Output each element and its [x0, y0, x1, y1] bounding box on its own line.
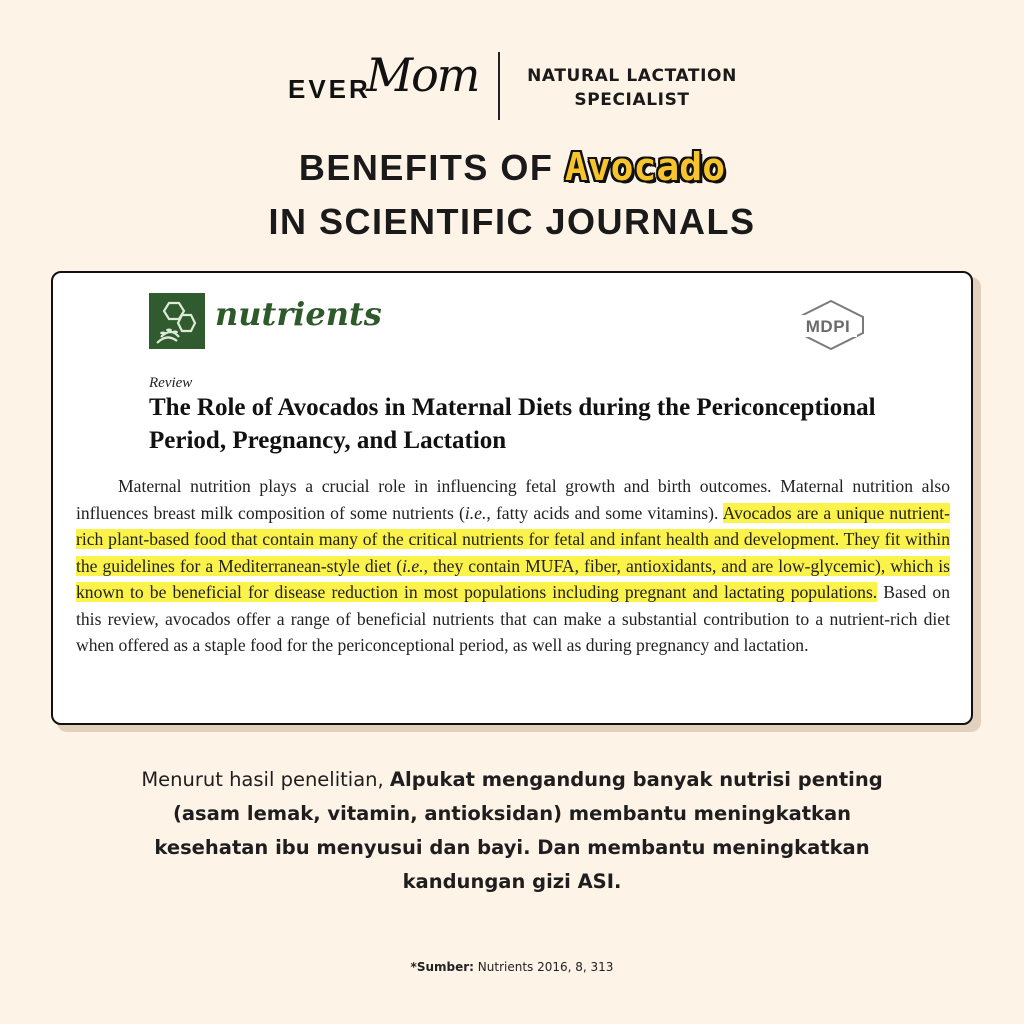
- source-note: [0, 960, 1024, 974]
- page-headline: [0, 140, 1024, 249]
- source-text: Nutrients 2016, 8, 313: [473, 960, 614, 974]
- article-abstract: [76, 473, 950, 659]
- caption-text: [120, 763, 904, 899]
- abstract-ie-2: i.e.: [402, 555, 424, 576]
- brand-header: [0, 44, 1024, 124]
- publisher-logo: [795, 299, 867, 351]
- journal-card: [51, 271, 973, 725]
- brand-logo-text-ever: EVER: [288, 74, 371, 104]
- article-type: Review: [149, 375, 193, 391]
- caption-bold: Alpukat mengandung banyak nutrisi penting (asam lemak, vitamin, antioksidan) membantu meningkatkan kesehatan ibu menyusui dan bayi. Dan membantu meningkatkan kandungan gizi ASI.: [154, 768, 883, 893]
- journal-logo-icon: [149, 293, 205, 349]
- headline-prefix: BENEFITS OF: [298, 147, 565, 188]
- brand-tagline: NATURAL LACTATION SPECIALIST: [527, 66, 737, 110]
- abstract-intro: Maternal nutrition plays a crucial role in influencing fetal growth and birth outcomes. Maternal nutrition also influences breast milk composition of some nutrients (: [76, 476, 950, 523]
- brand-logo-text-mom: Mom: [366, 48, 479, 102]
- headline-line-1: [0, 140, 1024, 195]
- publisher-name: MDPI: [805, 317, 851, 336]
- abstract-highlight-b: , they contain MUFA, fiber, antioxidants, and are low-glycemic), which is known to be beneficial for disease reduction in most populations including pregnant and lactating populations.: [76, 555, 950, 602]
- brand-divider: [498, 52, 500, 120]
- article-title: The Role of Avocados in Maternal Diets during the Periconceptional Period, Pregnancy, and Lactation: [149, 394, 876, 454]
- caption-lead: Menurut hasil penelitian,: [141, 768, 390, 791]
- abstract-ie-1: i.e.: [464, 502, 487, 523]
- journal-name: nutrients: [215, 295, 382, 333]
- abstract-intro-end: , fatty acids and some vitamins).: [486, 502, 723, 523]
- abstract-outro: Based on this review, avocados offer a range of beneficial nutrients that can make a substantial contribution to a nutrient-rich diet when offered as a staple food for the periconceptional period, as well as during pregnancy and lactation.: [76, 582, 950, 655]
- headline-highlight-word: Avocado: [564, 145, 726, 189]
- abstract-highlight-a: Avocados are a unique nutrient-rich plant-based food that contain many of the critical nutrients for fetal and infant health and development. They fit within the guidelines for a Mediterranean-style diet (: [76, 502, 950, 576]
- source-label: *Sumber:: [410, 960, 474, 974]
- headline-line-2: IN SCIENTIFIC JOURNALS: [268, 201, 756, 242]
